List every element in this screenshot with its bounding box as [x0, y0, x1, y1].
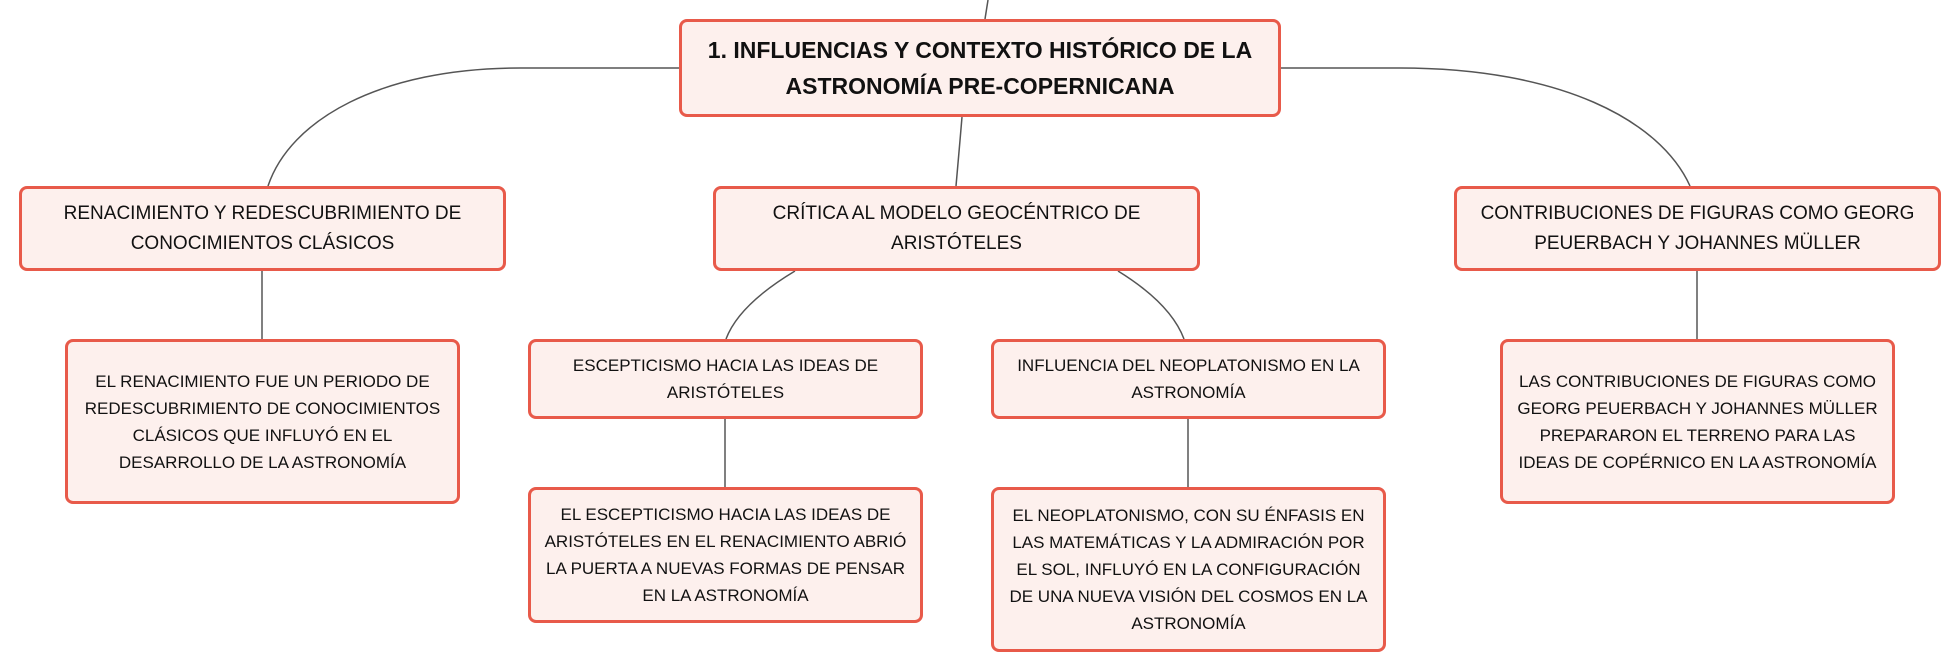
- subtopic-neoplatonismo[interactable]: [991, 339, 1386, 419]
- subtopic-neoplatonismo-detail[interactable]: [991, 487, 1386, 652]
- root-topic-label: 1. INFLUENCIAS Y CONTEXTO HISTÓRICO DE LA ASTRONOMÍA PRE-COPERNICANA: [707, 37, 1253, 99]
- topic-contribuciones-label: CONTRIBUCIONES DE FIGURAS COMO GEORG PEUERBACH Y JOHANNES MÜLLER: [1480, 202, 1915, 254]
- subtopic-escepticismo-detail-label: EL ESCEPTICISMO HACIA LAS IDEAS DE ARISTÓTELES EN EL RENACIMIENTO ABRIÓ LA PUERTA A NUEVAS FORMAS DE PENSAR EN LA ASTRONOMÍA: [544, 505, 907, 605]
- subtopic-contribuciones-detail-label: LAS CONTRIBUCIONES DE FIGURAS COMO GEORG PEUERBACH Y JOHANNES MÜLLER PREPARARON EL TERRENO PARA LAS IDEAS DE COPÉRNICO EN LA ASTRONOMÍA: [1517, 371, 1878, 472]
- subtopic-neoplatonismo-label: INFLUENCIA DEL NEOPLATONISMO EN LA ASTRONOMÍA: [1017, 356, 1360, 402]
- connector-root-renacimiento: [268, 68, 679, 186]
- subtopic-escepticismo[interactable]: [528, 339, 923, 419]
- topic-renacimiento[interactable]: [19, 186, 506, 271]
- connector-root-contribuciones: [1281, 68, 1690, 186]
- connector-critica-neoplatonismo: [1118, 271, 1184, 339]
- topic-renacimiento-label: RENACIMIENTO Y REDESCUBRIMIENTO DE CONOCIMIENTOS CLÁSICOS: [63, 202, 462, 254]
- topic-critica[interactable]: [713, 186, 1200, 271]
- connector-critica-escepticismo: [726, 271, 795, 339]
- connector-root-parent: [985, 0, 988, 19]
- subtopic-contribuciones-detail[interactable]: [1500, 339, 1895, 504]
- topic-critica-label: CRÍTICA AL MODELO GEOCÉNTRICO DE ARISTÓTELES: [772, 202, 1141, 254]
- topic-contribuciones[interactable]: [1454, 186, 1941, 271]
- connector-root-critica: [956, 117, 962, 186]
- subtopic-escepticismo-label: ESCEPTICISMO HACIA LAS IDEAS DE ARISTÓTELES: [572, 356, 879, 402]
- subtopic-escepticismo-detail[interactable]: [528, 487, 923, 623]
- subtopic-renacimiento-detail[interactable]: [65, 339, 460, 504]
- subtopic-renacimiento-detail-label: EL RENACIMIENTO FUE UN PERIODO DE REDESCUBRIMIENTO DE CONOCIMIENTOS CLÁSICOS QUE INFLUYÓ EN EL DESARROLLO DE LA ASTRONOMÍA: [84, 371, 441, 472]
- subtopic-neoplatonismo-detail-label: EL NEOPLATONISMO, CON SU ÉNFASIS EN LAS MATEMÁTICAS Y LA ADMIRACIÓN POR EL SOL, INFLUYÓ EN LA CONFIGURACIÓN DE UNA NUEVA VISIÓN DEL COSMOS EN LA ASTRONOMÍA: [1009, 506, 1368, 633]
- root-topic-node[interactable]: [679, 19, 1281, 117]
